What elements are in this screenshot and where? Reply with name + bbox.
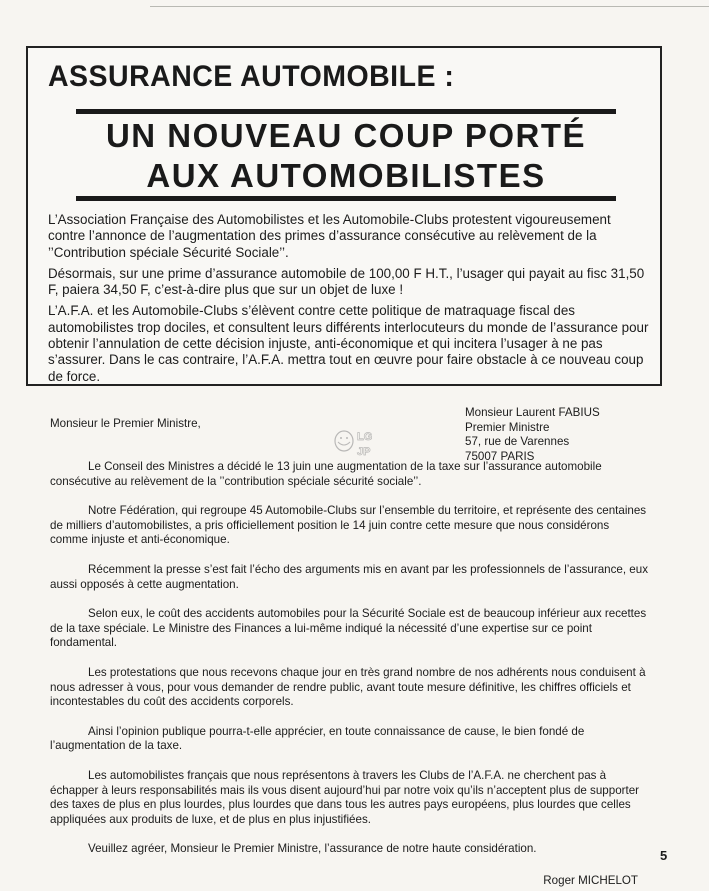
letter-paragraph: Le Conseil des Ministres a décidé le 13 juin une augmentation de la taxe sur l’assurance automobile consécutive au relèvement de la ’’contribution spéciale sécurité sociale’’. [50,460,602,488]
letter-paragraph: Ainsi l’opinion publique pourra-t-elle apprécier, en toute connaissance de cause, le bien fondé de l’augmentation de la taxe. [50,724,585,753]
stamp-letters-bottom: JP [357,446,371,458]
recipient-name: Monsieur Laurent FABIUS [465,406,600,419]
letter-paragraph: Notre Fédération, qui regroupe 45 Automobile-Clubs sur l’ensemble du territoire, et représente des centaines de milliers d’automobilistes, a pris officiellement position le 14 juin contre cette mesure que nous considérons comme injuste et anti-économique. [50,504,647,547]
letter-closing: Veuillez agréer, Monsieur le Premier Ministre, l’assurance de notre haute considération. [88,842,537,856]
lead-paragraph: L’A.F.A. et les Automobile-Clubs s’élèvent contre cette politique de matraquage fiscal des automobilistes trop dociles, et consultent leurs différents interlocuteurs du monde de l’assurance pour obtenir l’annulation de cette décision injuste, anti-économique et qui incitera l’usager à ne pas s’assurer. Dans le cas contraire, l’A.F.A. mettra tout en œuvre pour faire obstacle à ce nouveau coup de force. [48,303,649,384]
headline-line-2: AUX AUTOMOBILISTES [146,157,546,194]
headline-box [26,46,662,386]
page-number: 5 [660,848,668,863]
lead-paragraph: Désormais, sur une prime d’assurance automobile de 100,00 F H.T., l’usager qui payait au fisc 31,50 F, paiera 34,50 F, c’est-à-dire plus que sur un objet de luxe ! [48,265,645,298]
letter-body [50,460,648,887]
letter-paragraph: Les automobilistes français que nous représentons à travers les Clubs de l’A.F.A. ne cherchent pas à échapper à leurs responsabilités mais ils vous disent aujourd’hui par notre voix qu’ils n’acceptent plus de supporter des taxes de plus en plus lourdes, plus lourdes que dans tous les autres pays européens, plus lourdes que celles appliquées aux produits de luxe, et de plus en plus injustifiées. [50,768,640,826]
recipient-address [465,406,655,464]
headline-rule-top [76,109,616,114]
stamp-letters-top: LG [357,431,373,443]
top-rule [150,6,709,7]
letter-salutation: Monsieur le Premier Ministre, [50,417,201,430]
letter-paragraph: Récemment la presse s’est fait l’écho des arguments mis en avant par les professionnels de l’assurance, eux aussi opposés à cette augmentation. [50,562,648,591]
headline-line-1: UN NOUVEAU COUP PORTÉ [105,117,587,154]
letter-paragraph: Selon eux, le coût des accidents automobiles pour la Sécurité Sociale est de beaucoup inférieur aux recettes de la taxe spéciale. Le Ministre des Finances a lui-même indiqué la nécessité d’une expertise sur ce point fondamental. [50,607,647,650]
main-headline [68,116,624,196]
library-stamp-icon [330,425,382,461]
recipient-city: 75007 PARIS [465,449,535,463]
headline-rule-bottom [76,196,616,201]
recipient-title: Premier Ministre [465,420,550,434]
lead-paragraph: L’Association Française des Automobilistes et les Automobile-Clubs protestent vigoureusement contre l’annonce de l’augmentation des primes d’assurance consécutive au relèvement de la ’’Contribution spéciale Sécurité Sociale’’. [48,212,611,260]
lead-text [48,212,650,390]
recipient-street: 57, rue de Varennes [465,435,570,449]
letter-paragraph: Les protestations que nous recevons chaque jour en très grand nombre de nos adhérents nous conduisent à nous adresser à vous, pour vous demander de rendre public, avant toute mesure définitive, les chiffres officiels et incontestables du coût des accidents corporels. [50,665,646,709]
kicker-title: ASSURANCE AUTOMOBILE : [48,60,455,93]
signature: Roger MICHELOT [543,874,638,887]
